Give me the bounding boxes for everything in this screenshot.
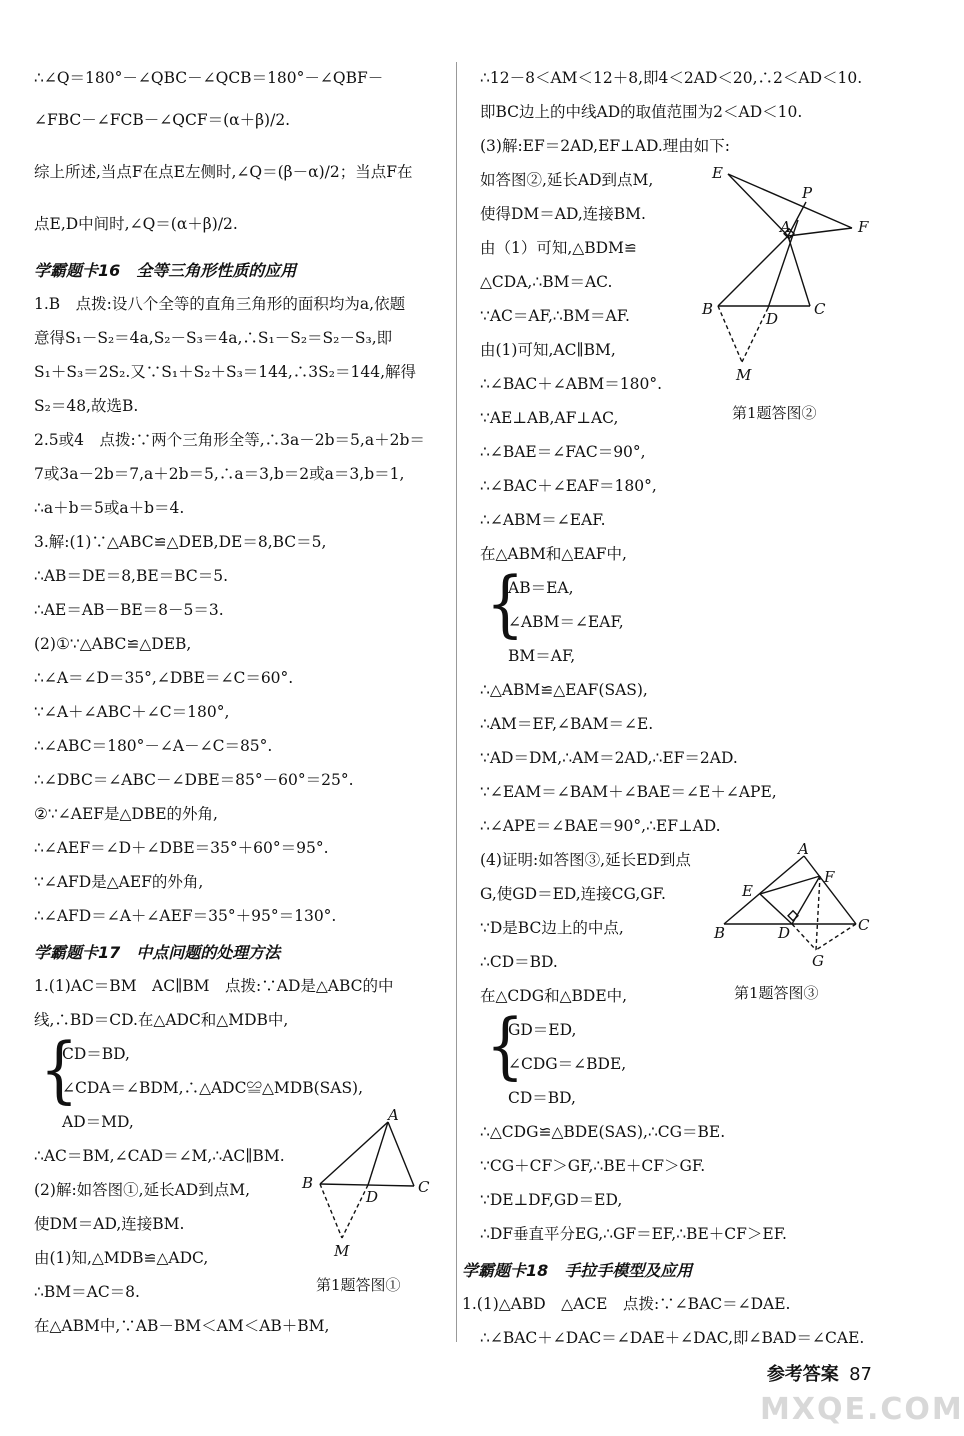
text-line: ∴AB＝DE＝8,BE＝BC＝5. (34, 567, 229, 585)
text-line: ∠FBC－∠FCB－∠QCF＝(α＋β)/2. (34, 111, 291, 129)
text-line: ∠ABM＝∠EAF, (508, 613, 624, 631)
text-line: ∴∠ABM＝∠EAF. (480, 511, 606, 529)
text-line: 如答图②,延长AD到点M, (480, 171, 654, 189)
text-line: ∠CDA＝∠BDM,∴△ADC≌△MDB(SAS), (62, 1079, 364, 1097)
text-line: (3)解:EF＝2AD,EF⊥AD.理由如下: (480, 137, 730, 155)
text-line: ∴∠ABC＝180°－∠A－∠C＝85°. (34, 737, 273, 755)
text-line: ∴12－8＜AM＜12＋8,即4＜2AD＜20,∴2＜AD＜10. (480, 69, 863, 87)
text-line: (4)证明:如答图③,延长ED到点 (480, 851, 691, 869)
text-line: 7或3a－2b＝7,a＋2b＝5,∴a＝3,b＝2或a＝3,b＝1, (34, 465, 405, 483)
text-line: 在△ABM和△EAF中, (480, 545, 627, 563)
text-line: (2)解:如答图①,延长AD到点M, (34, 1181, 251, 1199)
text-line: CD＝BD, (62, 1045, 130, 1063)
label-M: M (736, 366, 752, 384)
text-line: ∴AC＝BM,∠CAD＝∠M,∴AC∥BM. (34, 1147, 285, 1165)
label-A: A (798, 840, 809, 858)
footer-label: 参考答案 (766, 1364, 839, 1385)
figure-2 (702, 160, 882, 390)
text-line: S₁＋S₃＝2S₂.又∵S₁＋S₂＋S₃＝144,∴3S₂＝144,解得 (34, 363, 416, 381)
text-line: ∴∠BAC＋∠EAF＝180°, (480, 477, 657, 495)
label-C: C (418, 1178, 430, 1196)
text-line: ∵∠EAM＝∠BAM＋∠BAE＝∠E＋∠APE, (480, 783, 777, 801)
label-F: F (824, 868, 835, 886)
text-line: 1.B 点拨:设八个全等的直角三角形的面积均为a,依题 (34, 295, 406, 313)
text-line: (2)①∵△ABC≌△DEB, (34, 635, 192, 653)
text-line: ∴∠A＝∠D＝35°,∠DBE＝∠C＝60°. (34, 669, 294, 687)
label-D: D (366, 1188, 379, 1206)
figure-1 (298, 1108, 438, 1258)
label-F: F (858, 218, 869, 236)
page-number: 87 (849, 1364, 872, 1385)
text-line: ∵∠AFD是△AEF的外角, (34, 873, 204, 891)
brace: { (486, 1004, 525, 1088)
text-line: ∵AD＝DM,∴AM＝2AD,∴EF＝2AD. (480, 749, 738, 767)
text-line: 由(1)知,△MDB≌△ADC, (34, 1249, 209, 1267)
text-line: 由(1)可知,AC∥BM, (480, 341, 616, 359)
text-line: ∴CD＝BD. (480, 953, 558, 971)
label-B: B (702, 300, 714, 318)
text-line: 使得DM＝AD,连接BM. (480, 205, 646, 223)
label-D: D (766, 310, 779, 328)
label-G: G (812, 952, 824, 970)
text-line: ∵DE⊥DF,GD＝ED, (480, 1191, 623, 1209)
text-line: 1.(1)△ABD △ACE 点拨:∵∠BAC＝∠DAE. (462, 1295, 791, 1313)
label-B: B (714, 924, 726, 942)
text-line: 3.解:(1)∵△ABC≌△DEB,DE＝8,BC＝5, (34, 533, 327, 551)
label-A: A (780, 218, 791, 236)
label-C: C (858, 916, 870, 934)
section-title: 学霸题卡16 全等三角形性质的应用 (34, 261, 297, 280)
label-P: P (802, 184, 813, 202)
page-footer (767, 1360, 872, 1386)
text-line: ∴∠DBC＝∠ABC－∠DBE＝85°－60°＝25°. (34, 771, 354, 789)
text-line: G,使GD＝ED,连接CG,GF. (480, 885, 666, 903)
text-line: 1.(1)AC＝BM AC∥BM 点拨:∵AD是△ABC的中 (34, 977, 394, 995)
text-line: ∴∠BAE＝∠FAC＝90°, (480, 443, 646, 461)
text-line: ∴∠APE＝∠BAE＝90°,∴EF⊥AD. (480, 817, 721, 835)
text-line: 综上所述,当点F在点E左侧时,∠Q＝(β－α)/2；当点F在 (34, 163, 413, 181)
text-line: S₂＝48,故选B. (34, 397, 139, 415)
text-line: ∵AC＝AF,∴BM＝AF. (480, 307, 630, 325)
text-line: 在△ABM中,∵AB－BM＜AM＜AB＋BM, (34, 1317, 330, 1335)
section-title: 学霸题卡17 中点问题的处理方法 (34, 943, 281, 962)
text-line: ∴∠AEF＝∠D＋∠DBE＝35°＋60°＝95°. (34, 839, 329, 857)
text-line: ∠CDG＝∠BDE, (508, 1055, 627, 1073)
figure-2-caption: 第1题答图② (732, 404, 817, 422)
label-E: E (742, 882, 753, 900)
text-line: 意得S₁－S₂＝4a,S₂－S₃＝4a,∴S₁－S₂＝S₂－S₃,即 (34, 329, 393, 347)
text-line: GD＝ED, (508, 1021, 577, 1039)
brace: { (486, 562, 525, 646)
figure-3 (712, 840, 872, 970)
text-line: ②∵∠AEF是△DBE的外角, (34, 805, 218, 823)
column-divider (456, 62, 457, 1342)
text-line: △CDA,∴BM＝AC. (480, 273, 613, 291)
label-E: E (712, 164, 723, 182)
watermark: MXQE.COM (760, 1392, 964, 1427)
text-line: AD＝MD, (62, 1113, 134, 1131)
text-line: ∴BM＝AC＝8. (34, 1283, 140, 1301)
text-line: 即BC边上的中线AD的取值范围为2＜AD＜10. (480, 103, 803, 121)
text-line: AB＝EA, (508, 579, 574, 597)
text-line: ∴∠BAC＋∠ABM＝180°. (480, 375, 662, 393)
label-A: A (388, 1106, 399, 1124)
text-line: ∴DF垂直平分EG,∴GF＝EF,∴BE＋CF＞EF. (480, 1225, 787, 1243)
text-line: ∴△CDG≌△BDE(SAS),∴CG＝BE. (480, 1123, 726, 1141)
text-line: 线,∴BD＝CD.在△ADC和△MDB中, (34, 1011, 289, 1029)
brace: { (40, 1028, 79, 1112)
text-line: ∵AE⊥AB,AF⊥AC, (480, 409, 619, 427)
text-line: CD＝BD, (508, 1089, 576, 1107)
text-line: ∵∠A＋∠ABC＋∠C＝180°, (34, 703, 230, 721)
text-line: BM＝AF, (508, 647, 576, 665)
text-line: ∴AM＝EF,∠BAM＝∠E. (480, 715, 654, 733)
text-line: ∴AE＝AB－BE＝8－5＝3. (34, 601, 224, 619)
text-line: ∴∠BAC＋∠DAC＝∠DAE＋∠DAC,即∠BAD＝∠CAE. (480, 1329, 865, 1347)
text-line: ∵D是BC边上的中点, (480, 919, 624, 937)
label-C: C (814, 300, 826, 318)
text-line: 点E,D中间时,∠Q＝(α＋β)/2. (34, 215, 238, 233)
figure-3-caption: 第1题答图③ (734, 984, 819, 1002)
text-line: 在△CDG和△BDE中, (480, 987, 628, 1005)
figure-1-caption: 第1题答图① (316, 1276, 401, 1294)
label-M: M (334, 1242, 350, 1260)
text-line: ∴a＋b＝5或a＋b＝4. (34, 499, 185, 517)
section-title: 学霸题卡18 手拉手模型及应用 (462, 1261, 693, 1280)
label-B: B (302, 1174, 314, 1192)
text-line: 使DM＝AD,连接BM. (34, 1215, 185, 1233)
text-line: ∵CG＋CF＞GF,∴BE＋CF＞GF. (480, 1157, 706, 1175)
label-D: D (778, 924, 791, 942)
text-line: 由（1）可知,△BDM≌ (480, 239, 637, 257)
text-line: ∴△ABM≌△EAF(SAS), (480, 681, 648, 699)
text-line: ∴∠AFD＝∠A＋∠AEF＝35°＋95°＝130°. (34, 907, 337, 925)
text-line: 2.5或4 点拨:∵两个三角形全等,∴3a－2b＝5,a＋2b＝ (34, 431, 425, 449)
text-line: ∴∠Q＝180°－∠QBC－∠QCB＝180°－∠QBF－ (34, 69, 384, 87)
